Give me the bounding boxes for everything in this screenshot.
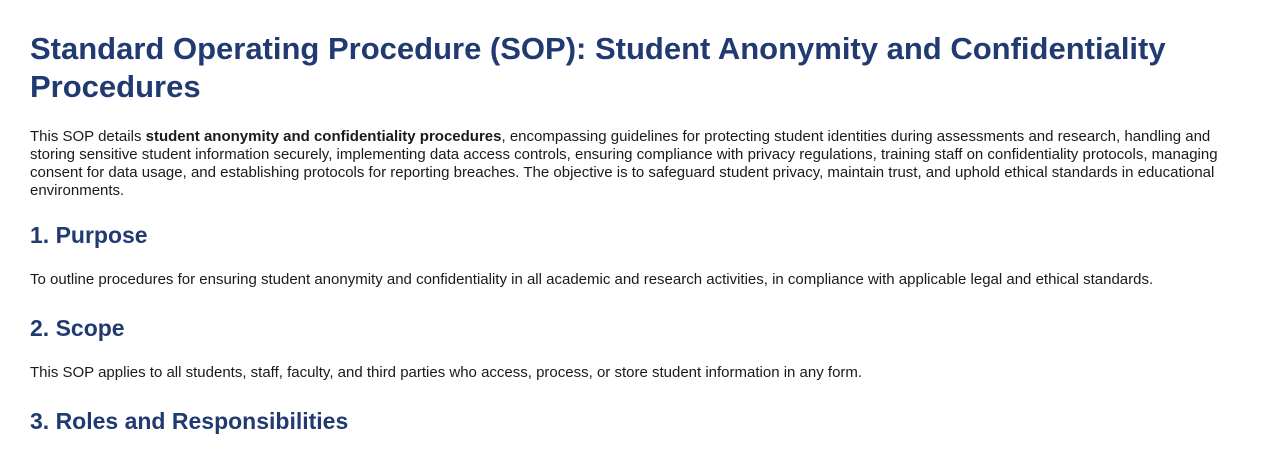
intro-suffix: , encompassing guidelines for protecting student identities during assessments and research, handling and storing sensitive student information securely, implementing data access controls, ensuring compliance with privacy regulations, training staff on confidentiality protocols, managing consent for data usage, and establishing protocols for reporting breaches. The objective is to safeguard student privacy, maintain trust, and uphold ethical standards in educational environments. bbox=[30, 128, 1218, 199]
section-purpose bbox=[30, 221, 1233, 289]
section-heading-purpose: 1. Purpose bbox=[30, 222, 148, 248]
section-scope bbox=[30, 314, 1233, 382]
section-body-purpose: To outline procedures for ensuring student anonymity and confidentiality in all academic and research activities, in compliance with applicable legal and ethical standards. bbox=[30, 271, 1154, 288]
intro-paragraph bbox=[30, 128, 1233, 200]
section-heading-roles: 3. Roles and Responsibilities bbox=[30, 408, 349, 434]
section-roles bbox=[30, 407, 1233, 435]
section-heading-scope: 2. Scope bbox=[30, 315, 125, 341]
intro-prefix: This SOP details bbox=[30, 128, 146, 145]
intro-bold-phrase: student anonymity and confidentiality procedures bbox=[145, 128, 502, 145]
page-title: Standard Operating Procedure (SOP): Student Anonymity and Confidentiality Procedures bbox=[30, 31, 1166, 104]
section-body-scope: This SOP applies to all students, staff, faculty, and third parties who access, process, or store student information in any form. bbox=[30, 364, 863, 381]
